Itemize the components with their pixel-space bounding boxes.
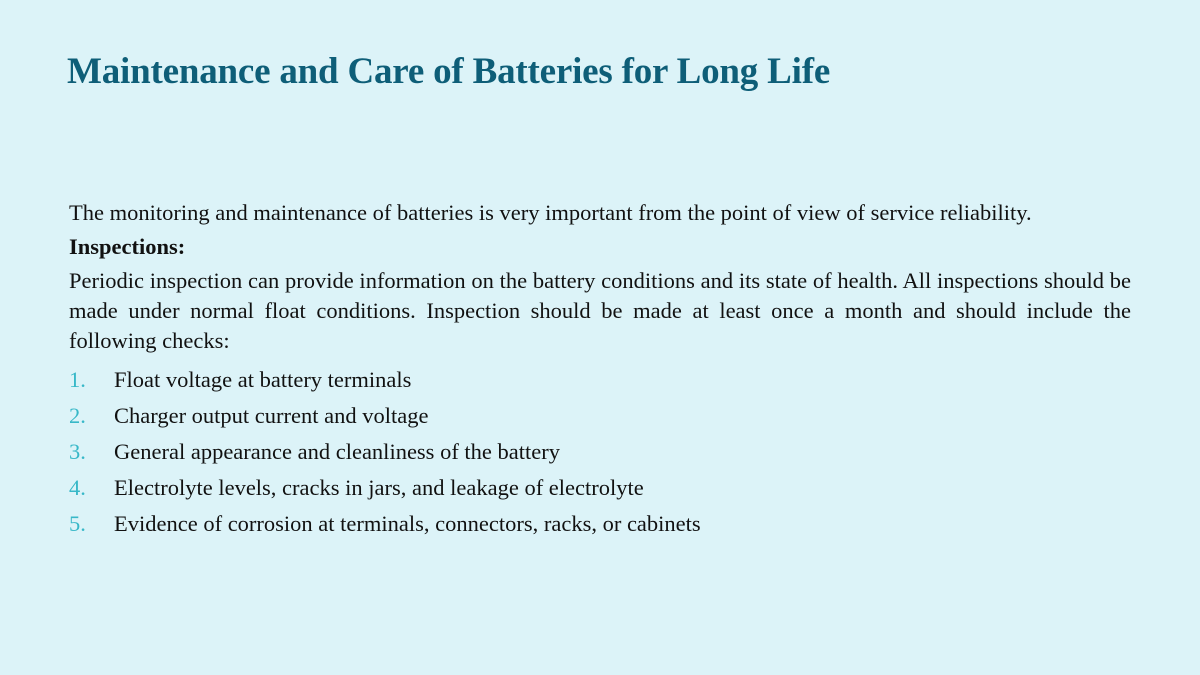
slide-title: Maintenance and Care of Batteries for Long Life (67, 51, 831, 92)
slide-body (69, 198, 1131, 542)
list-item-text: Evidence of corrosion at terminals, connectors, racks, or cabinets (114, 511, 701, 536)
list-number: 3. (69, 439, 86, 464)
list-item (69, 398, 1131, 434)
intro-paragraph: The monitoring and maintenance of batteries is very important from the point of view of service reliability. (69, 200, 1032, 225)
section-heading: Inspections: (69, 234, 186, 259)
list-number: 5. (69, 511, 86, 536)
section-paragraph: Periodic inspection can provide information on the battery conditions and its state of health. All inspections should be made under normal float conditions. Inspection should be made at least once a month and should include the following checks: (69, 268, 1131, 353)
list-number: 2. (69, 403, 86, 428)
list-number: 4. (69, 475, 86, 500)
list-number: 1. (69, 367, 86, 392)
list-item (69, 362, 1131, 398)
list-item (69, 434, 1131, 470)
list-item-text: Float voltage at battery terminals (114, 367, 412, 392)
list-item (69, 506, 1131, 542)
checks-list (69, 362, 1131, 542)
list-item-text: Electrolyte levels, cracks in jars, and leakage of electrolyte (114, 475, 644, 500)
list-item-text: General appearance and cleanliness of the battery (114, 439, 561, 464)
list-item (69, 470, 1131, 506)
list-item-text: Charger output current and voltage (114, 403, 429, 428)
